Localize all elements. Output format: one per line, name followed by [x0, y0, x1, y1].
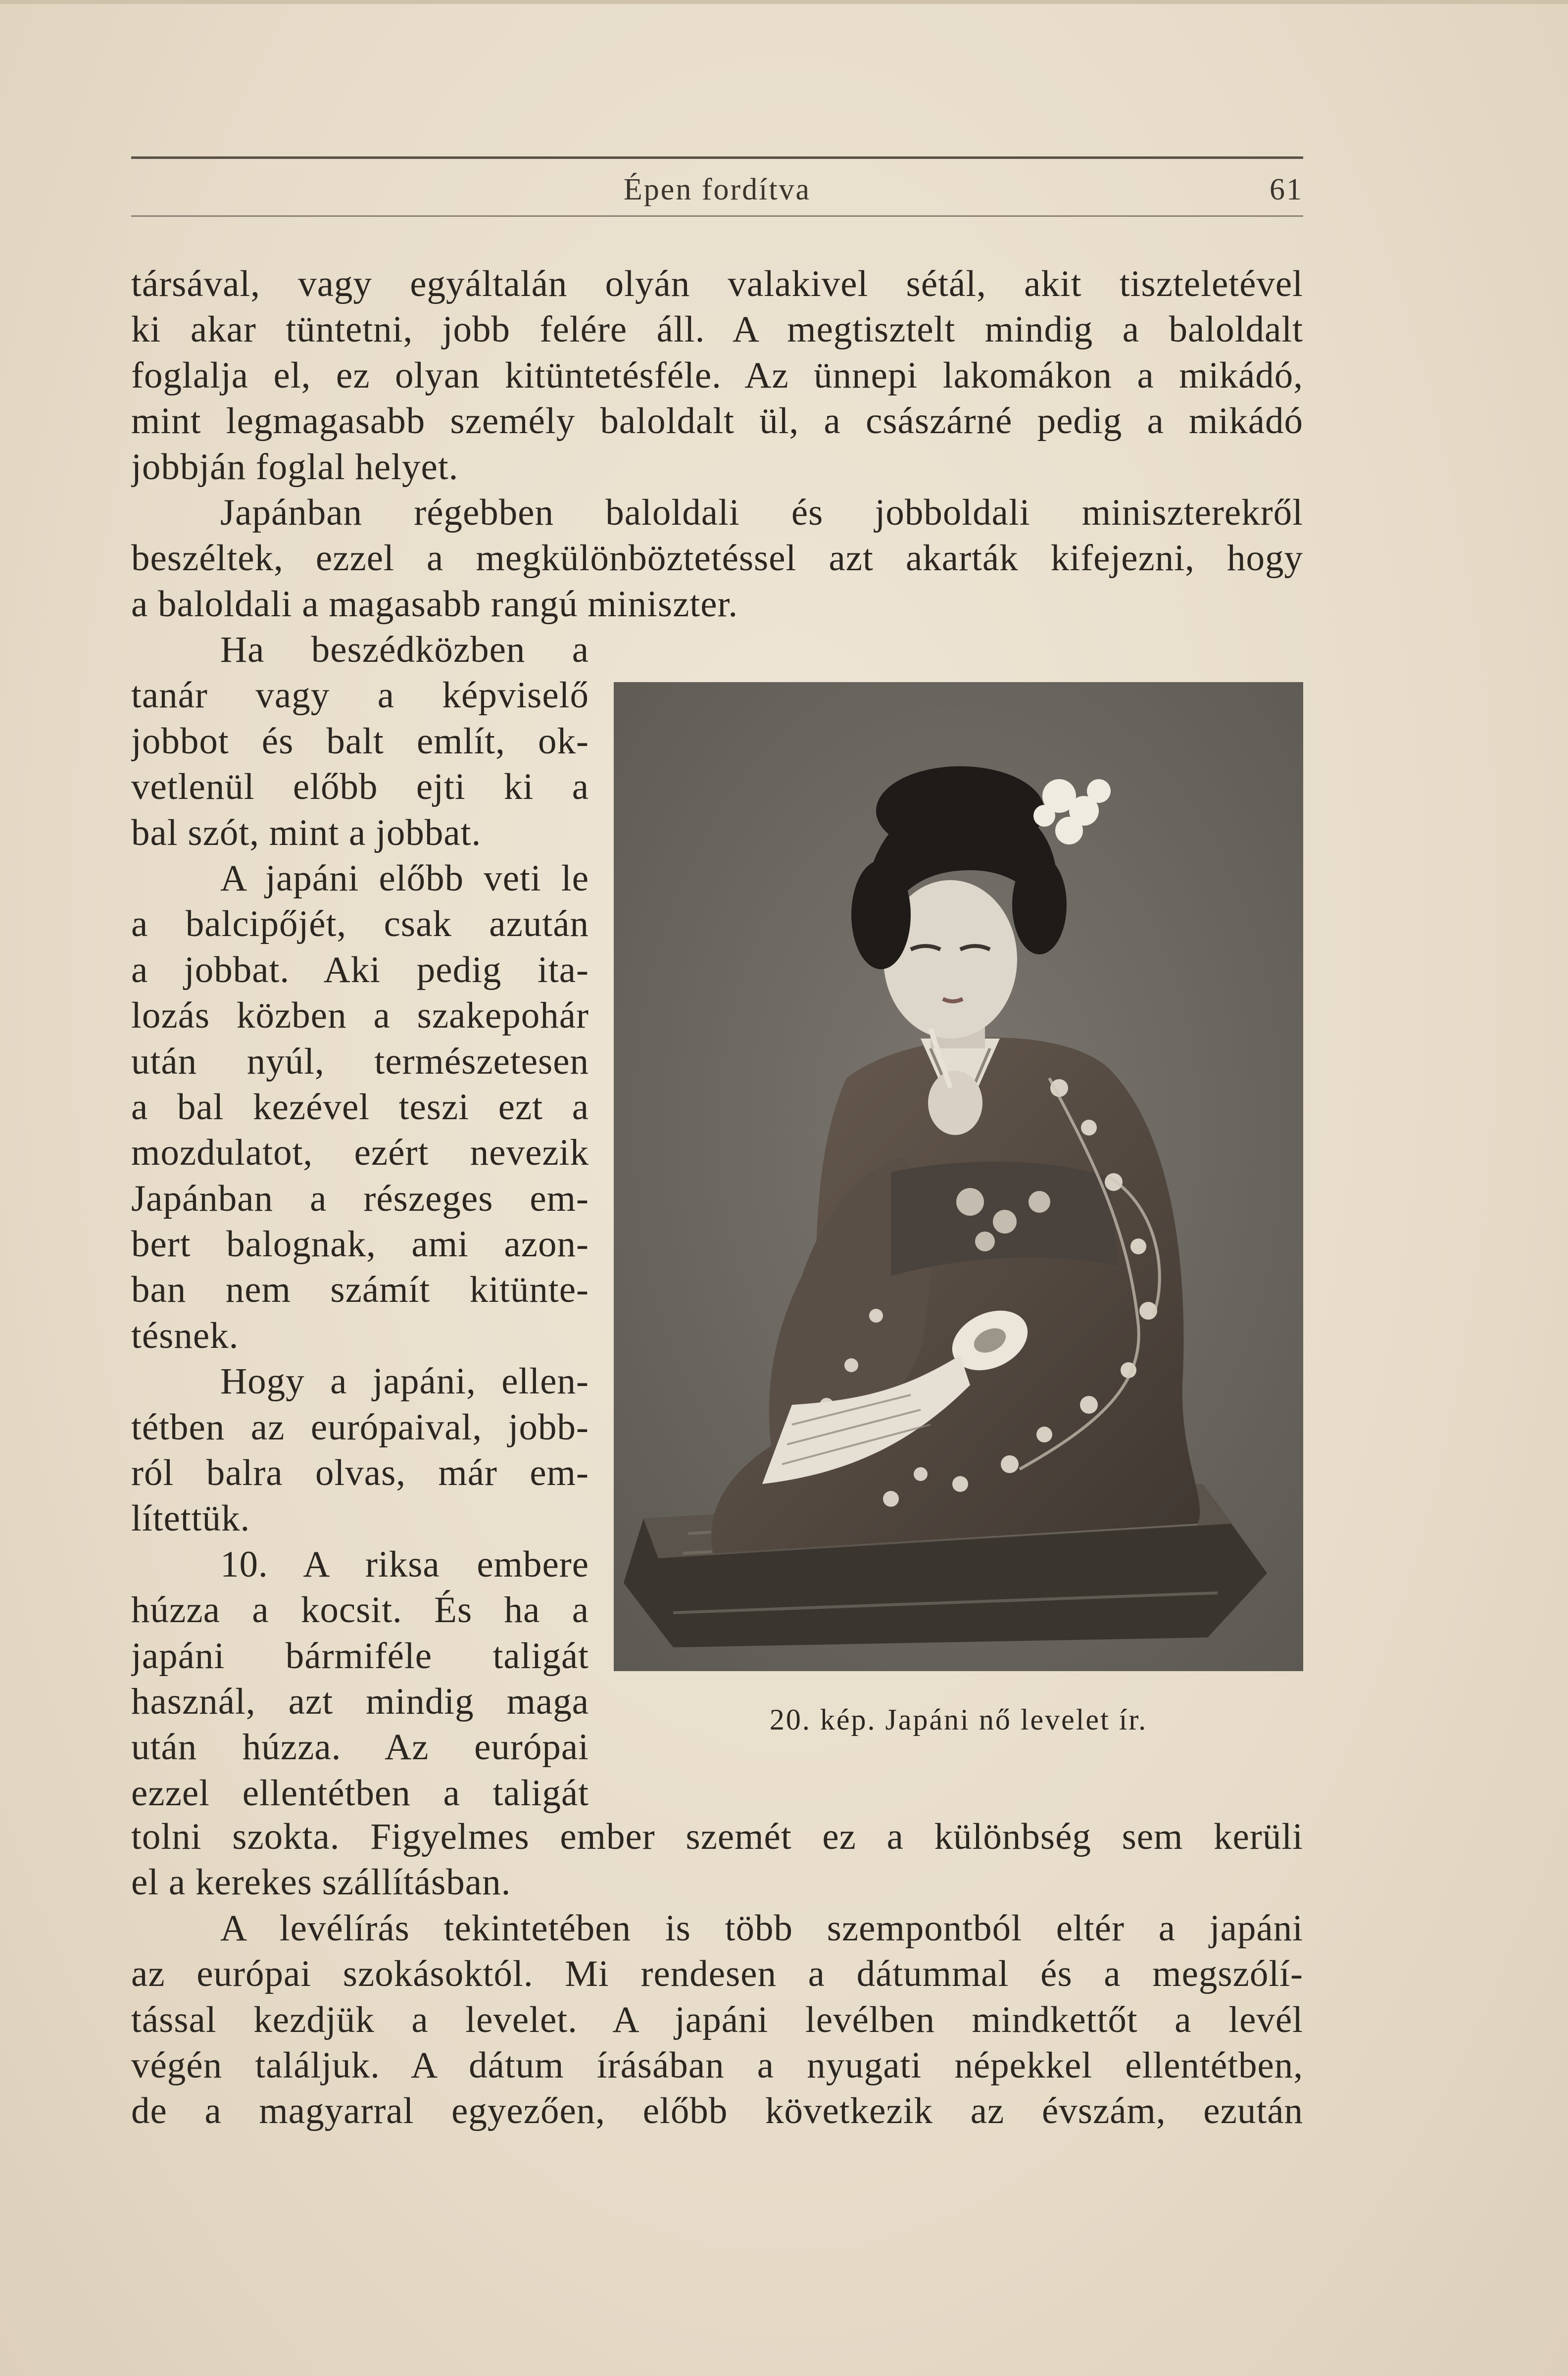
text-line: beszéltek, ezzel a megkülönböztetéssel azt akarták kifejezni, hogy [131, 538, 1303, 579]
text-line: jobbot és balt említ, ok- [131, 720, 589, 762]
text-line: után nyúl, természetesen [131, 1040, 589, 1082]
text-line: végén találjuk. A dátum írásában a nyugati népekkel ellentétben, [131, 2044, 1303, 2086]
text-line: Ha beszédközben a [220, 629, 589, 670]
text-line: A levélírás tekintetében is több szempontból eltér a japáni [220, 1907, 1303, 1949]
text-line: 10. A riksa embere [220, 1543, 589, 1585]
text-line: tolni szokta. Figyelmes ember szemét ez a különbség sem kerüli [131, 1816, 1303, 1857]
text-line: után húzza. Az európai [131, 1727, 589, 1768]
page-number: 61 [1270, 173, 1303, 206]
text-line: Hogy a japáni, ellen- [220, 1361, 589, 1402]
text-line: a bal kezével teszi ezt a [131, 1086, 589, 1128]
text-line: mint legmagasabb személy baloldalt ül, a császárné pedig a mikádó [131, 400, 1303, 442]
text-line: lítettük. [131, 1498, 250, 1539]
text-line: tással kezdjük a levelet. A japáni levélben mindkettőt a levél [131, 1999, 1303, 2040]
text-line: mozdulatot, ezért nevezik [131, 1132, 589, 1174]
photo-illustration [614, 682, 1303, 1671]
text-line: Japánban a részeges em- [131, 1178, 589, 1219]
text-line: A japáni előbb veti le [220, 857, 589, 899]
text-line: de a magyarral egyezően, előbb következik az évszám, ezután [131, 2090, 1303, 2132]
text-line: ezzel ellentétben a taligát [131, 1772, 589, 1814]
text-line: tanár vagy a képviselő [131, 675, 589, 716]
text-line: ki akar tüntetni, jobb felére áll. A megtisztelt mindig a baloldalt [131, 309, 1303, 350]
text-line: japáni bármiféle taligát [131, 1635, 589, 1677]
text-line: Japánban régebben baloldali és jobboldali miniszterekről [220, 492, 1303, 533]
text-line: bert balognak, ami azon- [131, 1224, 589, 1265]
header-rule-bottom [131, 215, 1303, 217]
text-line: társával, vagy egyáltalán olyán valakivel sétál, akit tiszteletével [131, 263, 1303, 304]
text-block-top [131, 261, 1303, 627]
text-line: vetlenül előbb ejti ki a [131, 766, 589, 808]
header-rule-top [131, 156, 1303, 159]
text-line: használ, azt mindig maga [131, 1681, 589, 1722]
text-line: ban nem számít kitünte- [131, 1269, 589, 1311]
text-line: ról balra olvas, már em- [131, 1452, 589, 1494]
page-top-edge [0, 0, 1568, 4]
text-line: lozás közben a szakepohár [131, 995, 589, 1037]
text-line: jobbján foglal helyet. [131, 446, 459, 488]
text-block-bottom [131, 1814, 1303, 2134]
text-line: el a kerekes szállításban. [131, 1862, 511, 1903]
text-line: a baloldali a magasabb rangú miniszter. [131, 583, 738, 625]
text-line: az európai szokásoktól. Mi rendesen a dátummal és a megszólí- [131, 1953, 1303, 1995]
text-line: bal szót, mint a jobbat. [131, 812, 482, 853]
running-title: Épen fordítva [623, 173, 811, 206]
running-head [131, 168, 1303, 213]
text-line: foglalja el, ez olyan kitüntetésféle. Az ünnepi lakomákon a mikádó, [131, 354, 1303, 396]
figure-caption: 20. kép. Japáni nő levelet ír. [769, 1703, 1148, 1736]
text-line: tétben az európaival, jobb- [131, 1406, 589, 1448]
text-line: húzza a kocsit. És ha a [131, 1589, 589, 1631]
text-line: a balcipőjét, csak azután [131, 903, 589, 945]
photo-japanese-woman-writing [614, 682, 1303, 1671]
text-line: tésnek. [131, 1315, 239, 1356]
text-line: a jobbat. Aki pedig ita- [131, 949, 589, 990]
text-block-column [131, 627, 589, 1816]
